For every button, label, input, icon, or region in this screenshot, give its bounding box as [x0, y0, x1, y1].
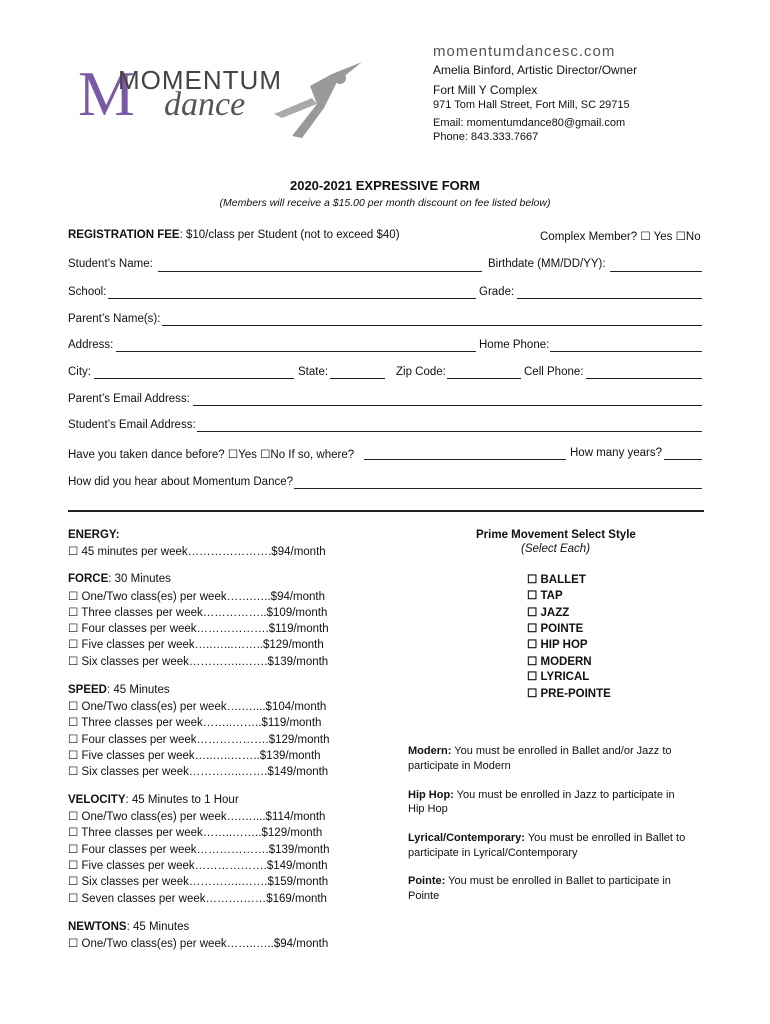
style-option-lyrical[interactable]: ☐ LYRICAL — [527, 671, 590, 683]
school-field[interactable] — [108, 298, 476, 299]
city-field[interactable] — [94, 378, 294, 379]
speed-heading: SPEED: 45 Minutes — [68, 684, 170, 696]
website-url: momentumdancesc.com — [433, 43, 616, 60]
how-many-years-field[interactable] — [664, 459, 702, 460]
dance-where-field[interactable] — [364, 459, 566, 460]
dancer-silhouette-icon — [262, 56, 372, 146]
how-hear-label: How did you hear about Momentum Dance? — [68, 476, 294, 488]
newtons-option[interactable]: ☐ One/Two class(es) per week……..…..$94/month — [68, 938, 329, 950]
parent-email-field[interactable] — [193, 405, 702, 406]
note-lyrical-cont: participate in Lyrical/Contemporary — [408, 847, 578, 859]
state-label: State: — [298, 366, 329, 378]
velocity-option[interactable]: ☐ Six classes per week…………..…….$159/month — [68, 876, 329, 888]
energy-option[interactable]: ☐ 45 minutes per week………………….$94/month — [68, 546, 326, 558]
how-hear-field[interactable] — [294, 488, 702, 489]
style-option-pre-pointe[interactable]: ☐ PRE-POINTE — [527, 688, 611, 700]
force-option[interactable]: ☐ One/Two class(es) per week…….…..$94/month — [68, 591, 326, 603]
velocity-option[interactable]: ☐ One/Two class(es) per week….…....$114/month — [68, 811, 326, 823]
energy-heading: ENERGY: — [68, 529, 120, 541]
zip-field[interactable] — [447, 378, 521, 379]
registration-fee: REGISTRATION FEE: $10/class per Student (not to exceed $40) — [68, 229, 400, 241]
parents-names-field[interactable] — [162, 325, 702, 326]
grade-label: Grade: — [479, 286, 515, 298]
birthdate-label: Birthdate (MM/DD/YY): — [488, 258, 606, 270]
note-modern: Modern: You must be enrolled in Ballet and/or Jazz to — [408, 745, 672, 757]
style-option-tap[interactable]: ☐ TAP — [527, 590, 563, 602]
state-field[interactable] — [330, 378, 385, 379]
section-divider — [68, 510, 704, 512]
home-phone-field[interactable] — [550, 351, 702, 352]
force-option[interactable]: ☐ Four classes per week……………….$119/month — [68, 623, 329, 635]
force-option[interactable]: ☐ Six classes per week…………..…….$139/month — [68, 656, 329, 668]
street-address: 971 Tom Hall Street, Fort Mill, SC 29715 — [433, 99, 630, 111]
force-option[interactable]: ☐ Five classes per week…..…...……..$129/month — [68, 639, 324, 651]
velocity-option[interactable]: ☐ Seven classes per week……….……$169/month — [68, 893, 327, 905]
logo-script: dance — [164, 86, 246, 123]
newtons-heading: NEWTONS: 45 Minutes — [68, 921, 190, 933]
form-subtitle: (Members will receive a $15.00 per month discount on fee listed below) — [219, 197, 551, 209]
force-heading: FORCE: 30 Minutes — [68, 573, 171, 585]
velocity-heading: VELOCITY: 45 Minutes to 1 Hour — [68, 794, 239, 806]
complex-member-checkbox[interactable]: Complex Member? ☐ Yes ☐No — [540, 231, 701, 243]
styles-heading: Prime Movement Select Style — [476, 529, 636, 541]
note-lyrical: Lyrical/Contemporary: You must be enrolled in Ballet to — [408, 832, 686, 844]
speed-option[interactable]: ☐ Four classes per week……………….$129/month — [68, 734, 330, 746]
velocity-option[interactable]: ☐ Three classes per week……..……..$129/month — [68, 827, 323, 839]
speed-option[interactable]: ☐ One/Two class(es) per week….…....$104/month — [68, 701, 327, 713]
birthdate-field[interactable] — [610, 271, 702, 272]
grade-field[interactable] — [517, 298, 702, 299]
style-option-pointe[interactable]: ☐ POINTE — [527, 623, 584, 635]
home-phone-label: Home Phone: — [479, 339, 550, 351]
address-field[interactable] — [116, 351, 476, 352]
velocity-option[interactable]: ☐ Five classes per week……………….$149/month — [68, 860, 328, 872]
location: Fort Mill Y Complex — [433, 83, 538, 97]
logo-letter-m: M — [78, 58, 135, 129]
form-title: 2020-2021 EXPRESSIVE FORM — [289, 178, 481, 193]
cell-phone-field[interactable] — [586, 378, 702, 379]
style-option-ballet[interactable]: ☐ BALLET — [527, 574, 586, 586]
cell-phone-label: Cell Phone: — [524, 366, 584, 378]
how-many-years-label: How many years? — [570, 447, 663, 459]
style-option-hip-hop[interactable]: ☐ HIP HOP — [527, 639, 588, 651]
speed-option[interactable]: ☐ Six classes per week…………..…….$149/month — [68, 766, 329, 778]
zip-label: Zip Code: — [396, 366, 446, 378]
parent-email-label: Parent’s Email Address: — [68, 393, 190, 405]
note-hip-hop-cont: Hip Hop — [408, 803, 448, 815]
director: Amelia Binford, Artistic Director/Owner — [433, 63, 638, 77]
logo-wordmark: MOMENTUM — [118, 65, 282, 95]
address-label: Address: — [68, 339, 114, 351]
note-modern-cont: participate in Modern — [408, 760, 511, 772]
note-pointe-cont: Pointe — [408, 890, 440, 902]
note-pointe: Pointe: You must be enrolled in Ballet to participate in — [408, 875, 671, 887]
contact-email: Email: momentumdance80@gmail.com — [433, 117, 626, 129]
student-email-label: Student’s Email Address: — [68, 419, 196, 431]
parents-names-label: Parent’s Name(s): — [68, 313, 161, 325]
city-label: City: — [68, 366, 91, 378]
style-option-modern[interactable]: ☐ MODERN — [527, 656, 592, 668]
taken-dance-question[interactable]: Have you taken dance before? ☐Yes ☐No If so, where? — [68, 449, 355, 461]
student-name-field[interactable] — [158, 271, 482, 272]
speed-option[interactable]: ☐ Five classes per week…..…..……..$139/month — [68, 750, 321, 762]
force-option[interactable]: ☐ Three classes per week……………..$109/month — [68, 607, 328, 619]
student-name-label: Student’s Name: — [68, 258, 153, 270]
student-email-field[interactable] — [197, 431, 702, 432]
style-option-jazz[interactable]: ☐ JAZZ — [527, 607, 570, 619]
velocity-option[interactable]: ☐ Four classes per week……………….$139/month — [68, 844, 330, 856]
speed-option[interactable]: ☐ Three classes per week……..……..$119/month — [68, 717, 322, 729]
school-label: School: — [68, 286, 107, 298]
contact-phone: Phone: 843.333.7667 — [433, 131, 539, 143]
styles-subheading: (Select Each) — [521, 543, 591, 555]
note-hip-hop: Hip Hop: You must be enrolled in Jazz to participate in — [408, 789, 675, 801]
